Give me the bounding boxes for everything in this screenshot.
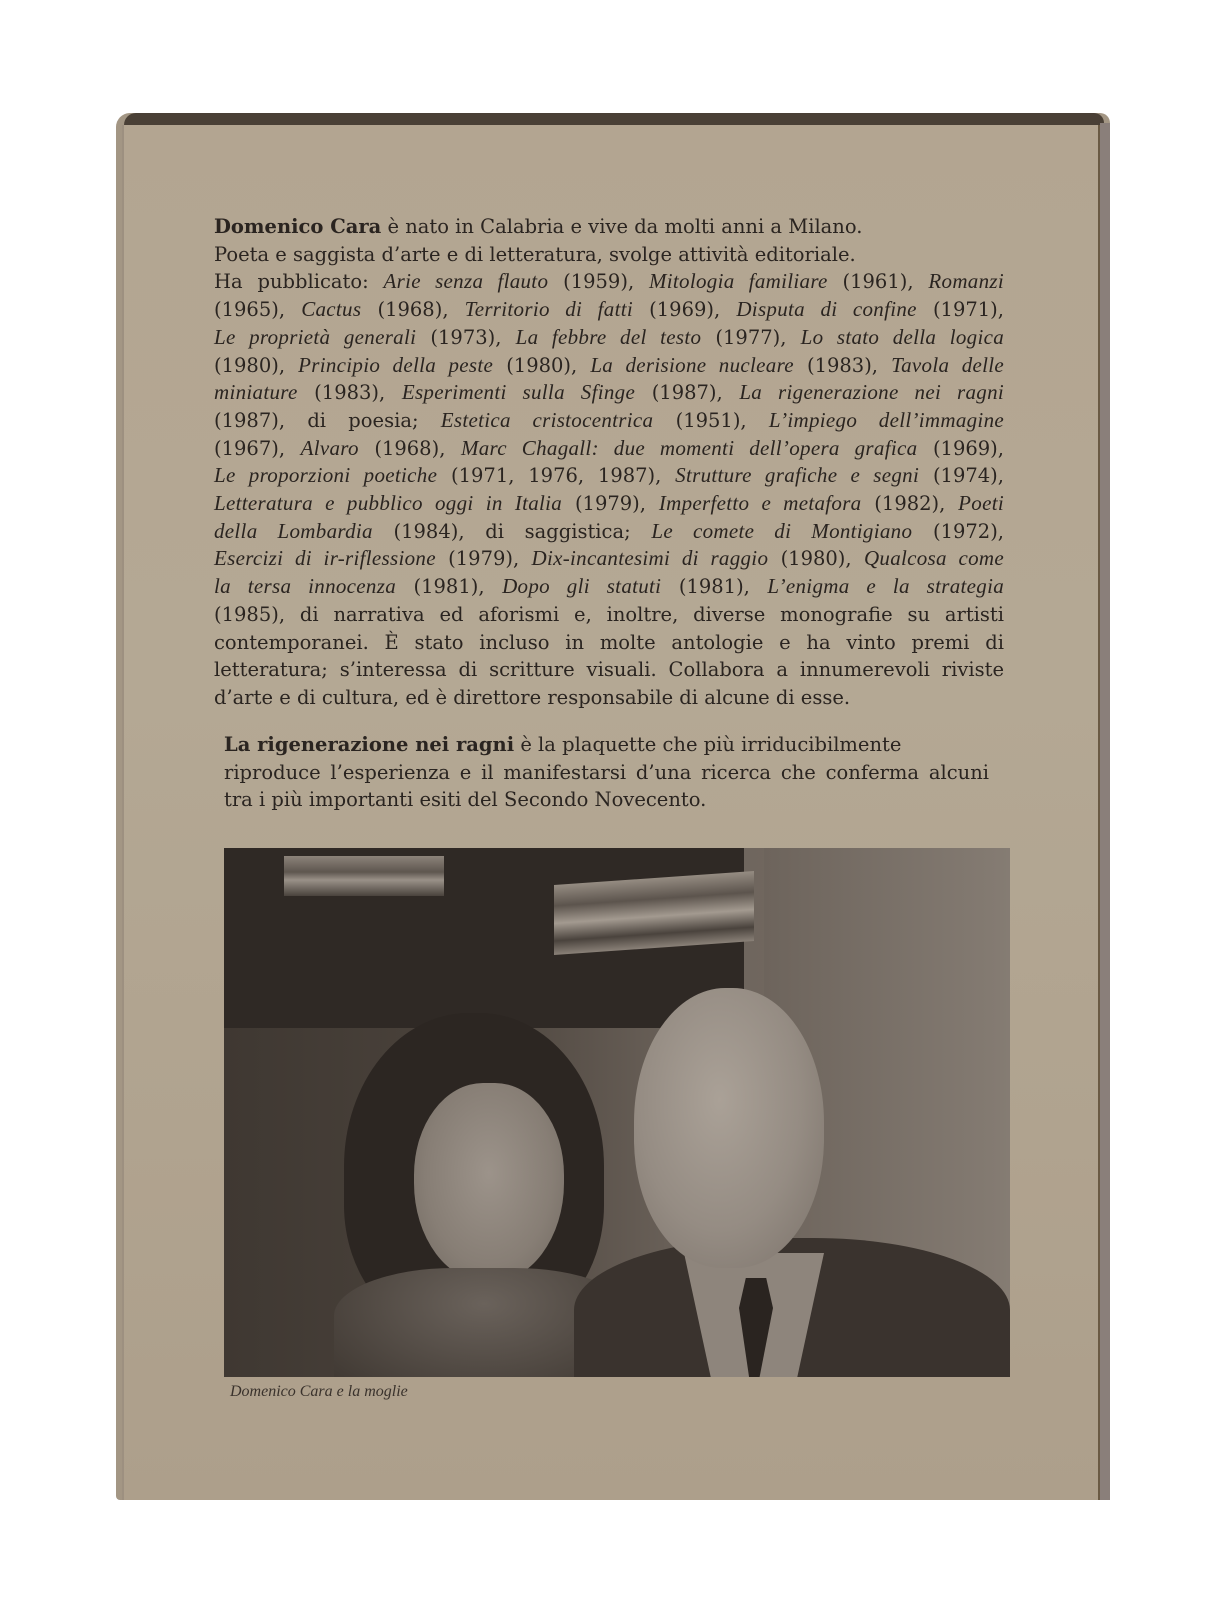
text-run: Ha pubblicato: <box>214 270 384 294</box>
book-title: Mitologia familiare <box>649 269 828 294</box>
text-run: (1967), <box>214 436 301 460</box>
text-run: (1974), <box>919 464 1004 488</box>
text-run: (1983), <box>297 381 402 405</box>
photo-shelf-books <box>554 871 754 955</box>
book-title: La rigenerazione nei ragni <box>739 380 1005 405</box>
text-line <box>214 462 1004 490</box>
book-title: Le proporzioni poetiche <box>214 463 438 488</box>
book-title: Poeti <box>958 491 1004 516</box>
book-title: la tersa innocenza <box>214 574 396 599</box>
text-run: (1972), <box>912 519 1005 543</box>
text-line <box>214 435 1004 463</box>
book-title: Romanzi <box>928 269 1005 294</box>
photo-shelf-books <box>284 856 444 896</box>
photo-man-face <box>634 988 824 1268</box>
text-run: (1973), <box>416 325 516 349</box>
book-title: Arie senza flauto <box>383 269 549 294</box>
book-back-cover <box>116 113 1110 1500</box>
text-run: letteratura; s’interessa di scritture visuali. Collabora a innumerevoli riviste <box>214 658 1004 682</box>
text-run: (1979), <box>435 547 532 571</box>
text-run: è la plaquette che più irriducibilmente <box>514 733 902 756</box>
book-title: della Lombardia <box>214 518 373 543</box>
book-title: Dopo gli statuti <box>502 574 662 599</box>
book-title: Principio della peste <box>298 352 494 377</box>
text-line <box>214 629 1004 657</box>
book-title: Tavola delle <box>891 352 1005 377</box>
text-line <box>214 601 1004 629</box>
text-run: Poeta e saggista d’arte e di letteratura, svolge attività editoriale. <box>214 242 856 266</box>
text-run: tra i più importanti esiti del Secondo Novecento. <box>224 788 707 812</box>
text-line <box>214 518 1004 546</box>
text-run: (1959), <box>548 270 649 294</box>
text-run: (1969), <box>633 298 737 322</box>
text-line <box>214 241 1004 269</box>
text-line <box>214 684 1004 712</box>
text-run: (1979), <box>562 492 659 516</box>
text-line <box>214 407 1004 435</box>
text-run: (1971, 1976, 1987), <box>437 464 676 488</box>
text-run: (1981), <box>396 575 503 599</box>
book-title: Territorio di fatti <box>464 297 634 322</box>
book-title: L’impiego dell’immagine <box>768 407 1004 432</box>
text-run: è nato in Calabria e vive da molti anni a Milano. <box>381 215 863 238</box>
text-line <box>214 379 1004 407</box>
book-title: Qualcosa come <box>863 546 1005 571</box>
text-run: (1980), <box>493 353 591 377</box>
text-line <box>224 786 989 814</box>
text-run: (1985), di narrativa ed aforismi e, inoltre, diverse monografie su artisti <box>214 602 1004 626</box>
text-run: riproduce l’esperienza e il manifestarsi d’una ricerca che conferma alcuni <box>224 760 989 784</box>
book-title: Cactus <box>301 297 362 322</box>
text-run: (1984), di saggistica; <box>372 519 652 543</box>
book-title: Estetica cristocentrica <box>440 407 654 432</box>
text-line <box>214 545 1004 573</box>
author-photo <box>224 848 1010 1377</box>
book-title: Dix-incantesimi di raggio <box>531 546 769 571</box>
text-run: (1968), <box>358 436 461 460</box>
book-title: Le comete di Montigiano <box>651 518 913 543</box>
text-run: (1980), <box>768 547 864 571</box>
text-run: contemporanei. È stato incluso in molte antologie e ha vinto premi di <box>214 630 1004 654</box>
book-title: Esperimenti sulla Sfinge <box>401 380 636 405</box>
book-title: Lo stato della logica <box>800 324 1005 349</box>
book-title: Imperfetto e metafora <box>658 491 862 516</box>
text-run: (1983), <box>793 353 892 377</box>
book-title: Alvaro <box>300 435 359 460</box>
book-title: Disputa di confine <box>736 297 917 322</box>
text-run: (1977), <box>701 325 801 349</box>
book-title: Le proprietà generali <box>214 324 417 349</box>
cover-page <box>122 125 1100 1500</box>
text-line <box>214 324 1004 352</box>
book-title: L’enigma e la strategia <box>767 574 1004 599</box>
text-run: (1965), <box>214 298 302 322</box>
text-run: (1971), <box>916 298 1004 322</box>
book-title: Letteratura e pubblico oggi in Italia <box>214 491 563 516</box>
text-run: (1980), <box>214 353 299 377</box>
text-run: (1987), di poesia; <box>214 408 441 432</box>
text-line <box>214 352 1004 380</box>
photo-caption: Domenico Cara e la moglie <box>230 1383 408 1400</box>
text-run: (1987), <box>635 381 740 405</box>
bold-text: Domenico Cara <box>214 215 382 238</box>
book-blurb <box>224 731 989 814</box>
text-run: (1968), <box>361 298 465 322</box>
book-title: Marc Chagall: due momenti dell’opera grafica <box>460 435 918 460</box>
text-run: (1951), <box>653 408 769 432</box>
book-title: Strutture grafiche e segni <box>675 463 920 488</box>
book-spine-edge <box>1100 123 1110 1500</box>
text-run: (1982), <box>861 492 959 516</box>
text-line <box>214 296 1004 324</box>
photo-woman-face <box>414 1083 564 1283</box>
text-run: (1961), <box>827 270 929 294</box>
text-line <box>224 759 989 787</box>
book-title: La febbre del testo <box>515 324 702 349</box>
text-line <box>214 573 1004 601</box>
text-line <box>214 656 1004 684</box>
book-title: Esercizi di ir-riflessione <box>214 546 436 571</box>
author-biography <box>214 213 1004 712</box>
text-run: d’arte e di cultura, ed è direttore responsabile di alcune di esse. <box>214 685 851 709</box>
bold-text: La rigenerazione nei ragni <box>224 733 515 756</box>
text-run: (1981), <box>661 575 768 599</box>
text-run: (1969), <box>917 436 1004 460</box>
text-line <box>224 731 989 759</box>
book-title: La derisione nucleare <box>590 352 794 377</box>
text-line <box>214 268 1004 296</box>
text-line <box>214 213 1004 241</box>
text-line <box>214 490 1004 518</box>
book-title: miniature <box>214 380 298 405</box>
